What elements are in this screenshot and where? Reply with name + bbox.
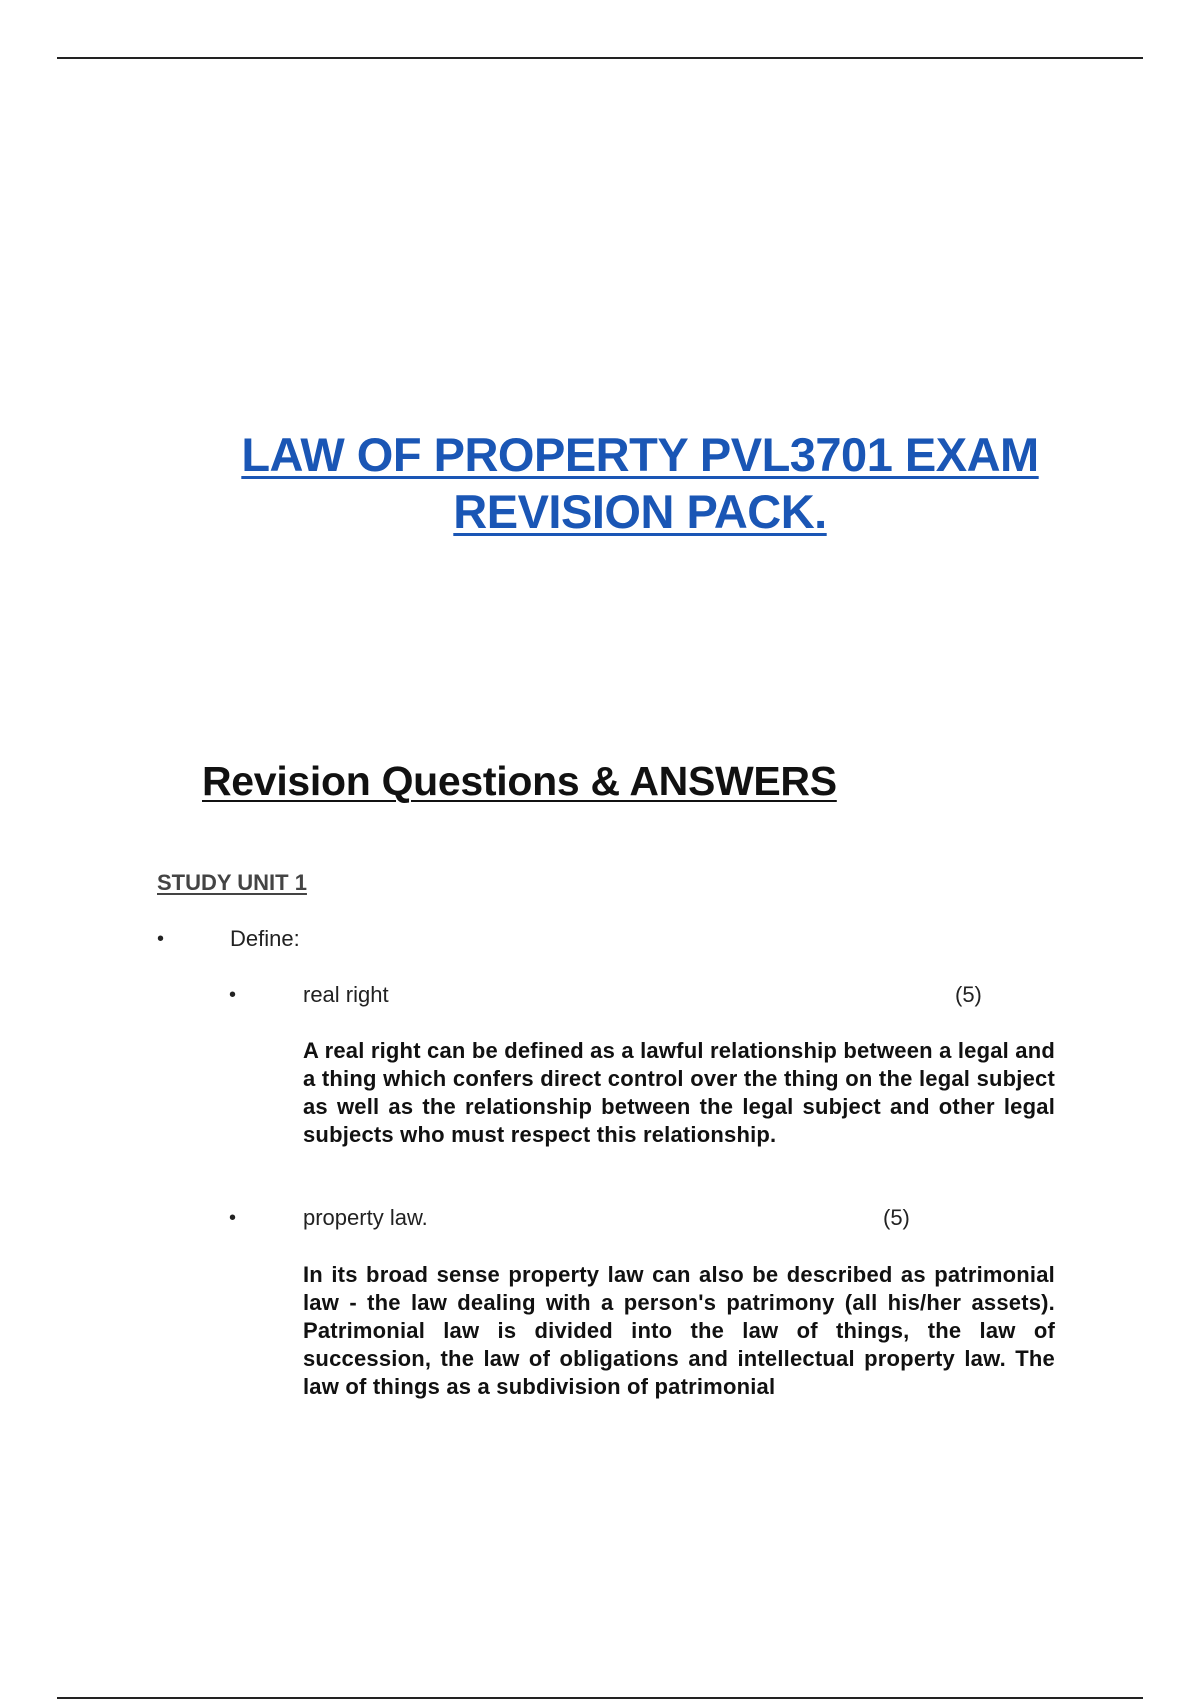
question-2-marks: (5) [883, 1205, 910, 1230]
question-2-term: property law. [303, 1205, 428, 1230]
bullet-question-1: • [229, 984, 237, 1006]
document-subtitle: Revision Questions & ANSWERS [202, 758, 837, 804]
bottom-rule [57, 1697, 1143, 1699]
define-label: Define: [230, 926, 300, 951]
document-title: LAW OF PROPERTY PVL3701 EXAM REVISION PACK. [241, 428, 1039, 538]
question-1-term: real right [303, 982, 389, 1007]
study-unit-heading: STUDY UNIT 1 [157, 870, 307, 895]
question-1-marks: (5) [955, 982, 982, 1007]
top-rule [57, 57, 1143, 59]
question-1-answer: A real right can be defined as a lawful relationship between a legal and a thing which confers direct control over the thing on the legal subject as well as the relationship between the legal subject and other legal subjects who must respect this relationship. [303, 1038, 1055, 1147]
question-2-answer: In its broad sense property law can also be described as patrimonial law - the law dealing with a person's patrimony (all his/her assets). Patrimonial law is divided into the law of things, the law of succession, the law of obligations and intellectual property law. The law of things as a subdivision of patrimonial [303, 1262, 1055, 1399]
bullet-define: • [157, 928, 165, 950]
bullet-question-2: • [229, 1207, 237, 1229]
